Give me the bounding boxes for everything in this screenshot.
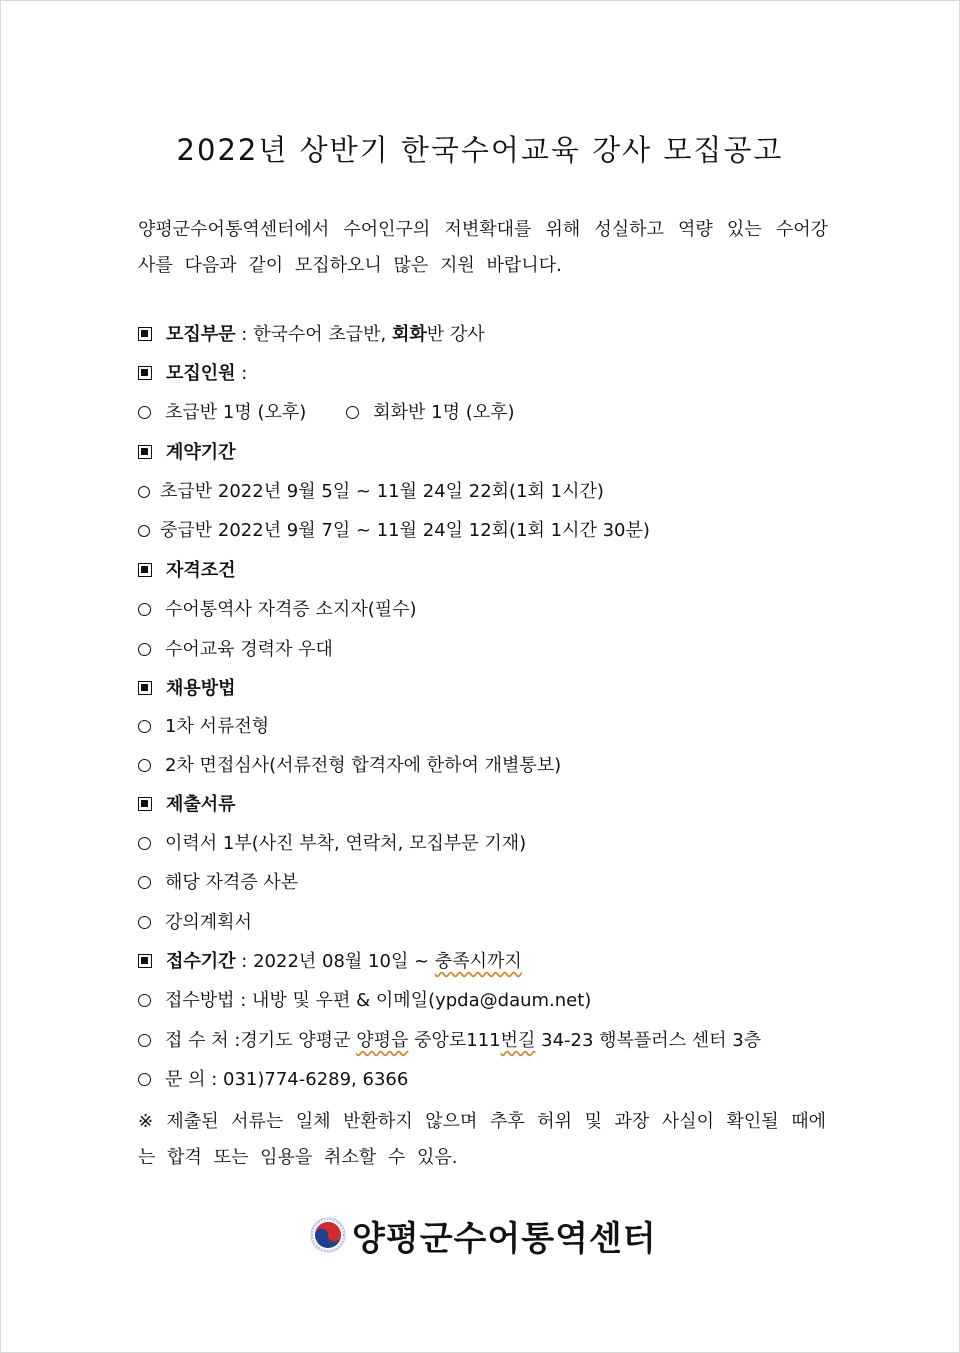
list-item: 중급반 2022년 9월 7일 ~ 11월 24일 12회(1회 1시간 30분) <box>160 520 650 541</box>
circle-bullet-icon <box>138 525 150 537</box>
filled-square-bullet-icon <box>138 797 152 811</box>
circle-bullet-icon <box>138 916 151 929</box>
qualification-label: 자격조건 <box>166 560 236 581</box>
filled-square-bullet-icon <box>138 445 152 459</box>
hiring-row <box>138 676 236 702</box>
list-item: 초급반 1명 (오후) <box>165 402 307 423</box>
method-row <box>138 988 591 1014</box>
headcount-label: 모집인원 <box>166 363 236 384</box>
list-item: 해당 자격증 사본 <box>165 872 299 893</box>
hiring-item-2 <box>138 753 561 779</box>
separator: : <box>241 363 248 384</box>
list-item: 수어통역사 자격증 소지자(필수) <box>165 599 417 620</box>
documents-label: 제출서류 <box>166 794 236 815</box>
list-item: 1차 서류전형 <box>165 716 270 737</box>
period-row <box>138 949 522 975</box>
list-item: 초급반 2022년 9월 5일 ~ 11월 24일 22회(1회 1시간) <box>160 481 604 502</box>
documents-item-3 <box>138 910 252 936</box>
page-title: 2022년 상반기 한국수어교육 강사 모집공고 <box>176 133 784 167</box>
footer-org <box>310 1210 657 1260</box>
hiring-item-1 <box>138 714 269 740</box>
circle-bullet-icon <box>138 486 150 498</box>
documents-row <box>138 792 236 818</box>
circle-bullet-icon <box>138 1073 151 1086</box>
field-row <box>138 322 485 348</box>
separator: : <box>241 951 248 972</box>
list-item: 이력서 1부(사진 부착, 연락처, 모집부문 기재) <box>165 833 527 854</box>
field-value-rest: 반 강사 <box>426 324 485 345</box>
filled-square-bullet-icon <box>138 366 152 380</box>
qualification-item-1 <box>138 597 417 623</box>
method-text: 접수방법 : 내방 및 우편 & 이메일(ypda@daum.net) <box>165 990 592 1011</box>
filled-square-bullet-icon <box>138 681 152 695</box>
org-name: 양평군수어통역센터 <box>352 1218 657 1259</box>
notice-paragraph: ※ 제출된 서류는 일체 반환하지 않으며 추후 허위 및 과장 사실이 확인될 때에는 합격 또는 임용을 취소할 수 있음. <box>138 1111 826 1168</box>
circle-bullet-icon <box>138 837 151 850</box>
circle-bullet-icon <box>138 759 151 772</box>
place-value: 중앙로111 <box>408 1030 501 1051</box>
documents-item-2 <box>138 870 298 896</box>
headcount-row <box>138 361 247 387</box>
contract-item-2 <box>138 518 650 544</box>
circle-bullet-icon <box>138 603 151 616</box>
documents-item-1 <box>138 831 526 857</box>
headcount-items <box>138 400 515 426</box>
qualification-row <box>138 558 236 584</box>
period-value: 2022년 08월 10일 ~ <box>253 951 435 972</box>
circle-bullet-icon <box>138 994 151 1007</box>
period-value-flagged: 충족시까지 <box>434 951 522 972</box>
place-row <box>138 1028 761 1054</box>
place-value-flagged: 번길 <box>500 1030 536 1051</box>
circle-bullet-icon <box>138 720 151 733</box>
taegeuk-emblem-icon <box>310 1217 346 1253</box>
place-value: 34-23 행복플러스 센터 3층 <box>535 1030 762 1051</box>
circle-bullet-icon <box>138 643 151 656</box>
place-value-flagged: 양평읍 <box>356 1030 409 1051</box>
circle-bullet-icon <box>346 406 359 419</box>
qualification-item-2 <box>138 637 333 663</box>
field-value: 한국수어 초급반, <box>253 324 392 345</box>
contract-item-1 <box>138 479 604 505</box>
contact-row <box>138 1067 408 1093</box>
place-label: 접 수 처 : <box>165 1030 241 1051</box>
filled-square-bullet-icon <box>138 327 152 341</box>
filled-square-bullet-icon <box>138 954 152 968</box>
list-item: 2차 면접심사(서류전형 합격자에 한하여 개별통보) <box>165 755 562 776</box>
field-value-bold: 회화 <box>392 324 427 345</box>
circle-bullet-icon <box>138 406 151 419</box>
separator: : <box>241 324 248 345</box>
filled-square-bullet-icon <box>138 563 152 577</box>
contact-text: 문 의 : 031)774-6289, 6366 <box>165 1069 409 1090</box>
period-label: 접수기간 <box>166 951 236 972</box>
list-item: 회화반 1명 (오후) <box>373 402 515 423</box>
intro-paragraph: 양평군수어통역센터에서 수어인구의 저변확대를 위해 성실하고 역량 있는 수어강사를 다음과 같이 모집하오니 많은 지원 바랍니다. <box>138 219 828 276</box>
field-label: 모집부문 <box>166 324 236 345</box>
contract-row <box>138 440 236 466</box>
list-item: 강의계획서 <box>165 912 252 933</box>
circle-bullet-icon <box>138 1034 151 1047</box>
hiring-label: 채용방법 <box>166 678 236 699</box>
contract-label: 계약기간 <box>166 442 236 463</box>
place-value: 경기도 양평군 <box>240 1030 357 1051</box>
list-item: 수어교육 경력자 우대 <box>165 639 333 660</box>
circle-bullet-icon <box>138 876 151 889</box>
